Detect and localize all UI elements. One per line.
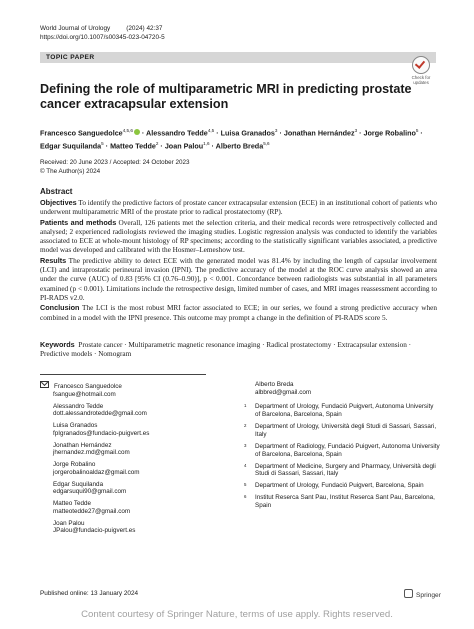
section-label: Conclusion [40,303,80,313]
section-text: Overall, 126 patients met the selection criteria, and their medical records were retrospectively collected and analysed; 2 experienced radiologists reviewed the imaging studies. Logistic regression analysis was conducted to identify the variables associated to ECE at whole-mount histology of RP specimens; according to the statistically significant variables associated, a predictive model was developed and calibrated with the Hosmer–Lemeshow test. [40,218,437,255]
affiliation-item [244,494,440,509]
affiliation-item [244,482,440,490]
contact-entry [40,500,230,515]
section-label: Results [40,255,67,265]
contact-name: Luisa Granados [53,422,98,429]
keywords-text: Prostate cancer · Multiparametric magnetic resonance imaging · Radical prostatectomy · Extracapsular extension · Predictive models · Nomogram [40,341,412,359]
springer-horse-icon [404,589,413,598]
contact-email[interactable]: dott.alessandrotedde@gmail.com [53,410,147,418]
affiliation-item [244,403,440,418]
contact-name: Jonathan Hernández [53,441,112,449]
check-updates-label: Check for updates [411,75,431,85]
contact-entry [40,442,230,457]
section-label: Objectives [40,198,77,207]
publisher-logo [404,589,441,599]
contact-entry [244,381,440,396]
section-text: To identify the predictive factors of prostate cancer extracapsular extension (ECE) in an institutional cohort of patients who underwent multiparametric MRI of the prostate prior to radical prostatectomy (RP). [40,199,437,217]
author-affil-sup: 1,6 [203,140,210,146]
contact-email[interactable]: albbred@gmail.com [255,388,312,396]
journal-header [40,24,165,42]
journal-name: World Journal of Urology [40,25,111,32]
contact-name: Joan Palou [53,519,85,527]
author-name: Joan Palou [164,141,204,151]
contact-name: Alessandro Tedde [53,402,104,410]
author-name: Alessandro Tedde [146,128,208,138]
affiliation-text: Department of Urology, Fundació Puigvert, Barcelona, Spain [255,482,424,490]
contact-email[interactable]: fsangue@hotmail.com [53,390,116,398]
footnote-divider [40,374,206,375]
article-title: Defining the role of multiparametric MRI in predicting prostate cancer extracapsular extension [40,82,412,111]
author-affil-sup: 4,5,6 [122,128,133,133]
abstract-methods [40,218,437,256]
topic-label: TOPIC PAPER [46,54,95,61]
topic-bar [40,52,436,63]
check-updates-icon [412,56,430,74]
affiliation-number: 3 [244,442,247,448]
contact-entry [40,461,230,476]
affiliation-number: 5 [244,482,247,488]
volume-article: (2024) 42:37 [126,25,163,32]
author-name: Edgar Suquilanda [40,141,102,151]
contact-email[interactable]: jorgerobalinoaldaz@gmail.com [53,468,140,476]
doi-link[interactable]: https://doi.org/10.1007/s00345-023-04720-5 [40,34,165,41]
author-name: Jorge Robalino [363,128,416,138]
contact-entry [40,381,230,398]
affiliation-number: 6 [244,494,247,500]
contact-entry [40,403,230,418]
publisher-name: Springer [416,592,441,599]
affiliation-text: Department of Medicine, Surgery and Pharmacy, Università degli Studi di Sassari, Sassari, Italy [255,462,436,478]
contact-name: Francesco Sanguedolce [54,383,122,390]
keywords [40,340,437,360]
author-affil-sup: 4,5 [207,128,215,133]
abstract-body [40,198,437,323]
contact-entry [40,481,230,496]
contact-name: Alberto Breda [255,381,294,388]
contact-email[interactable]: jhernandez.md@gmail.com [53,449,130,457]
copyright: © The Author(s) 2024 [40,167,101,175]
contact-email[interactable]: fpIgranados@fundacio-puigvert.es [53,429,150,437]
contact-name: Matteo Tedde [53,500,92,507]
contact-entry [40,520,230,535]
section-text: The predictive ability to detect ECE with the generated model was 81.4% by including the length of capsular involvement (LCI) and intraprostatic perineural invasion (IPNI). The predictive accuracy of the model at the ROC curve analysis showed an area under the curve (AUC) of 0.83 [95% CI (0.76–0.90)], p < 0.001. Concordance between radiologists was substantial in all parameters examined (p < 0.001). Limitations include the retrospective design, limited number of cases, and MRI images reassessment according to PI-RADS v2.0. [40,256,437,302]
abstract-results [40,256,437,303]
contact-email[interactable]: matteotedde27@gmail.com [53,507,131,515]
affiliation-number: 1 [244,403,247,409]
contact-email[interactable]: edgarsuqui90@gmail.com [53,488,127,496]
abstract-conclusion [40,303,437,323]
author-name: Matteo Tedde [110,141,156,151]
contact-name: Jorge Robalino [53,461,96,468]
contact-entry [40,422,230,437]
orcid-icon[interactable] [134,129,140,135]
published-online: Published online: 13 January 2024 [40,590,139,597]
author-list: Francesco Sanguedolce$^{4,5,6}$ · Alessandro Tedde$^{4,5}$ · Luisa Granados$^3$ · Jonathan Hernández$^3$ · Jorge Robalino$^5$ · Edgar Suquilanda$^5$ · Matteo Tedde$^2$ · Joan Palou$^{1,6}$ · Alberto Breda$^{5,6}$ [40,128,423,151]
affiliation-text: Department of Radiology, Fundació Puigvert, Autonoma University of Barcelona, Barcelona, Spain [255,442,440,458]
check-for-updates-badge[interactable] [406,56,436,85]
affiliation-number: 2 [244,423,247,429]
author-name: Luisa Granados [220,128,275,138]
author-affil-sup: 3 [354,128,358,133]
affiliation-item [244,463,440,478]
section-text: The LCI is the most robust MRI factor associated to ECE; in our series, we found a strong predictive accuracy when combined in a model with the IPNI presence. This outcome may prompt a change in the definition of PI-RADS score 5. [40,304,438,322]
keywords-label: Keywords [40,340,75,349]
courtesy-notice: Content courtesy of Springer Nature, terms of use apply. Rights reserved. [81,609,393,620]
affiliation-text: Department of Urology, Fundació Puigvert, Autonoma University of Barcelona, Barcelona, Spain [255,403,434,419]
author-affil-sup: 5 [415,128,419,133]
affiliation-item [244,443,440,458]
author-name: Jonathan Hernández [283,128,355,138]
affiliation-text: Institut Reserca Sant Pau, Institut Reserca Sant Pau, Barcelona, Spain [255,494,435,509]
affiliation-list [244,381,440,514]
contact-name: Edgar Suquilanda [53,480,104,488]
received-accepted: Received: 20 June 2023 / Accepted: 24 October 2023 [40,159,190,166]
author-affil-sup: 2 [155,140,159,146]
abstract-objectives [40,198,437,218]
envelope-icon [40,381,49,388]
author-name: Alberto Breda [215,141,264,151]
article-dates [40,159,189,176]
author-affil-sup: 5,6 [263,140,270,146]
affiliation-item [244,423,440,438]
author-affil-sup: 5 [101,140,104,146]
author-name: Francesco Sanguedolce [40,128,123,138]
affiliation-number: 4 [244,462,247,468]
author-affil-sup: 3 [274,128,278,133]
contact-email[interactable]: JPalou@fundacio-puigvert.es [53,527,136,535]
abstract-heading: Abstract [40,187,73,196]
affiliation-text: Department of Urology, Università degli Studi di Sassari, Sassari, Italy [255,423,437,438]
contact-list [40,381,230,539]
section-label: Patients and methods [40,217,117,227]
